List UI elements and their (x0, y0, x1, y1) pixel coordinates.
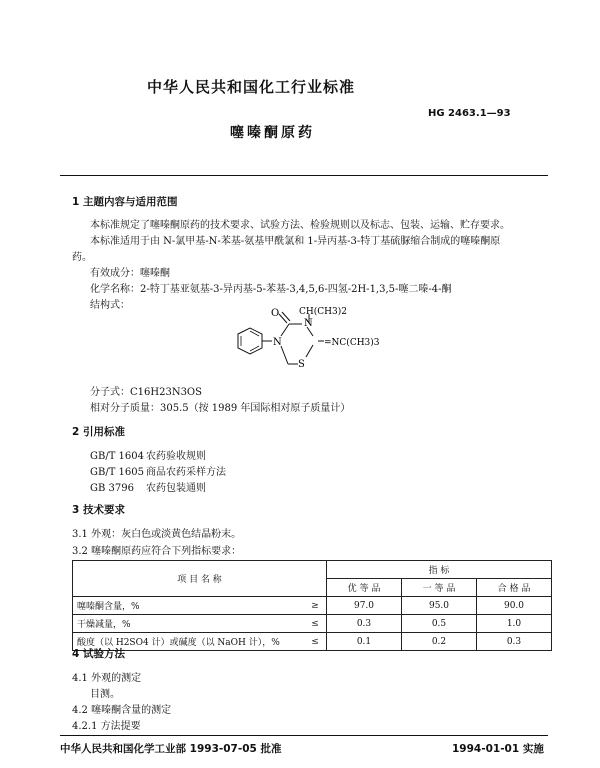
clause-4-1: 4.1 外观的测定 (72, 673, 142, 684)
standard-code: HG 2463.1—93 (428, 108, 511, 119)
clause-4-1-body: 目测。 (90, 689, 120, 700)
row-relation: ≤ (304, 615, 327, 633)
atom-n1: N (273, 337, 282, 348)
table-header-row (73, 561, 552, 579)
atom-s: S (298, 359, 305, 370)
table-row (73, 615, 552, 633)
ref-1 (90, 447, 206, 462)
spec-table (72, 560, 552, 651)
section-1-heading: 1 主题内容与适用范围 (72, 196, 178, 208)
row-name: 干燥减量，% (73, 615, 305, 633)
tert-butylimino-group: =NC(CH3)3 (324, 338, 380, 348)
row-value: 0.2 (402, 633, 477, 651)
issuing-org: 中华人民共和国化工行业标准 (147, 78, 356, 96)
molecular-formula-label: 分子式： (90, 387, 130, 398)
ref-title: 农药包装通则 (146, 483, 206, 494)
row-name: 噻嗪酮含量，% (73, 597, 305, 615)
structure-label: 结构式： (90, 300, 130, 311)
index-header: 指 标 (327, 561, 552, 579)
document-title: 噻嗪酮原药 (230, 125, 315, 141)
row-value: 0.3 (477, 633, 552, 651)
molecular-formula-value: C16H23N3OS (130, 387, 202, 398)
molecular-weight: 相对分子质量：305.5（按 1989 年国际相对原子质量计） (90, 403, 351, 414)
ref-title: 农药验收规则 (146, 451, 206, 462)
header-divider (60, 175, 548, 176)
ref-code: GB/T 1604 (90, 451, 145, 462)
row-value: 0.3 (327, 615, 402, 633)
section-1-para-1: 本标准规定了噻嗪酮原药的技术要求、试验方法、检验规则以及标志、包装、运输、贮存要求。 (90, 220, 510, 231)
row-relation: ≤ (304, 633, 327, 651)
section-1-para-2: 本标准适用于由 N-氯甲基-N-苯基-氨基甲酰氯和 1-异丙基-3-特丁基硫脲缩合制成的噻嗪酮原 (90, 236, 501, 247)
table-row (73, 597, 552, 615)
isopropyl-group: CH(CH3)2 (299, 307, 347, 317)
clause-4-2: 4.2 噻嗪酮含量的测定 (72, 705, 172, 716)
section-2-heading: 2 引用标准 (72, 426, 125, 438)
row-value: 1.0 (477, 615, 552, 633)
grade-qualified: 合 格 品 (477, 579, 552, 597)
active-ingredient: 有效成分：噻嗪酮 (90, 268, 170, 279)
row-name: 酸度（以 H2SO4 计）或碱度（以 NaOH 计），% (73, 633, 305, 651)
molecular-formula (90, 383, 202, 398)
atom-o: O (271, 308, 280, 319)
clause-4-2-1: 4.2.1 方法提要 (72, 721, 141, 732)
row-value: 97.0 (327, 597, 402, 615)
grade-superior: 优 等 品 (327, 579, 402, 597)
item-header: 项 目 名 称 (73, 561, 327, 597)
phenyl-ring (238, 328, 262, 354)
chemical-name: 化学名称：2-特丁基亚氨基-3-异丙基-5-苯基-3,4,5,6-四氢-2H-1,3,5-噻二嗪-4-酮 (90, 284, 452, 295)
ref-2 (90, 463, 226, 478)
ref-code: GB/T 1605 (90, 467, 145, 478)
row-value: 0.5 (402, 615, 477, 633)
footer-divider (60, 735, 548, 736)
ref-3 (90, 479, 206, 494)
effective-date: 1994-01-01 实施 (452, 743, 544, 755)
section-4-heading: 4 试验方法 (72, 648, 125, 660)
ref-title: 商品农药采样方法 (146, 467, 226, 478)
atom-n2: N (304, 318, 313, 329)
clause-3-2: 3.2 噻嗪酮原药应符合下列指标要求： (72, 546, 242, 557)
clause-3-1: 3.1 外观：灰白色或淡黄色结晶粉末。 (72, 529, 242, 540)
row-relation: ≥ (304, 597, 327, 615)
section-3-heading: 3 技术要求 (72, 504, 125, 516)
ref-code: GB 3796 (90, 483, 134, 494)
approval-line: 中华人民共和国化学工业部 1993-07-05 批准 (60, 743, 282, 755)
row-value: 0.1 (327, 633, 402, 651)
structural-formula (220, 306, 420, 384)
table-row (73, 633, 552, 651)
grade-first: 一 等 品 (402, 579, 477, 597)
row-value: 90.0 (477, 597, 552, 615)
row-value: 95.0 (402, 597, 477, 615)
section-1-para-2-cont: 药。 (72, 252, 92, 263)
